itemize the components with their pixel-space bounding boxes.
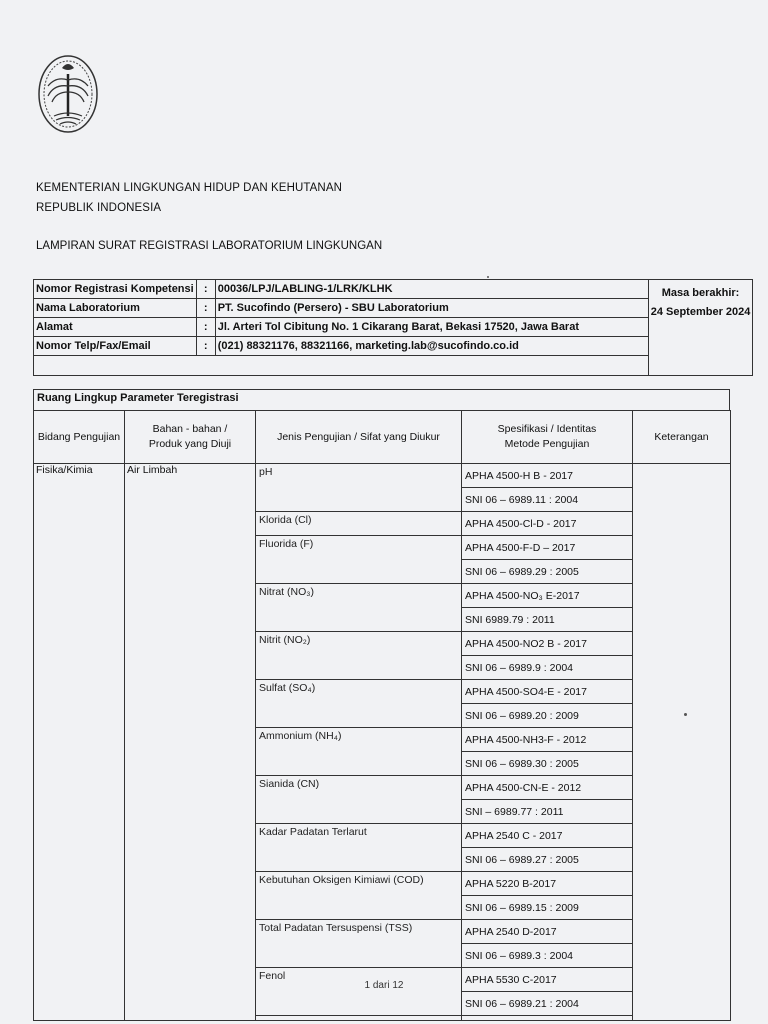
info-value: (021) 88321176, 88321166, marketing.lab@sucofindo.co.id	[215, 337, 648, 356]
jenis-cell: Total Padatan Tersuspensi (TSS)	[256, 920, 462, 968]
ministry-emblem-icon	[36, 54, 100, 136]
spec-cell: APHA 2540 C - 2017	[462, 824, 633, 848]
jenis-cell: Ammonium (NH₄)	[256, 728, 462, 776]
spec-cell: SNI 06 – 6989.11 : 2004	[462, 488, 633, 512]
spec-cell: SNI 06 – 6989.3 : 2004	[462, 944, 633, 968]
spec-cell: APHA 5220 B-2017	[462, 872, 633, 896]
info-blank-row	[34, 356, 753, 376]
info-row	[34, 280, 753, 299]
spec-cell: SNI – 6989.77 : 2011	[462, 800, 633, 824]
info-label: Nama Laboratorium	[34, 299, 197, 318]
spec-cell: SNI 6989.79 : 2011	[462, 608, 633, 632]
spec-cell: APHA 4500-NO₃ E-2017	[462, 584, 633, 608]
spec-cell: SNI 06 – 6989.27 : 2005	[462, 848, 633, 872]
expiry-label: Masa berakhir:	[661, 287, 740, 299]
spec-cell: APHA 5530 C-2017	[462, 968, 633, 992]
jenis-cell: Klorida (Cl)	[256, 512, 462, 536]
jenis-cell: Fluorida (F)	[256, 536, 462, 584]
spec-cell: SNI 06 – 6989.9 : 2004	[462, 656, 633, 680]
header-keterangan: Keterangan	[633, 411, 731, 464]
info-colon: :	[196, 280, 215, 299]
registration-info-table	[33, 279, 753, 376]
info-label: Nomor Registrasi Kompetensi	[34, 280, 197, 299]
info-colon: :	[196, 299, 215, 318]
scan-speck	[684, 713, 687, 716]
info-colon: :	[196, 337, 215, 356]
info-value: 00036/LPJ/LABLING-1/LRK/KLHK	[215, 280, 648, 299]
info-row	[34, 299, 753, 318]
expiry-cell	[648, 280, 753, 376]
parameter-table	[33, 410, 731, 1021]
info-blank-cell	[34, 356, 649, 376]
jenis-cell: Sulfat (SO₄)	[256, 680, 462, 728]
jenis-cell: Kebutuhan Oksigen Kimiawi (COD)	[256, 872, 462, 920]
jenis-cell: Nitrat (NO₃)	[256, 584, 462, 632]
document-title: LAMPIRAN SURAT REGISTRASI LABORATORIUM LINGKUNGAN	[36, 240, 383, 252]
ministry-header	[36, 178, 342, 218]
bidang-cell: Fisika/Kimia	[34, 464, 125, 1021]
info-row	[34, 337, 753, 356]
jenis-cell: Fenol	[256, 968, 462, 1016]
info-row	[34, 318, 753, 337]
spec-cell: SNI 06 – 6989.30 : 2005	[462, 752, 633, 776]
spec-cell: APHA 4500-NH3-F - 2012	[462, 728, 633, 752]
spec-cell: SNI 06 – 6989.29 : 2005	[462, 560, 633, 584]
scan-speck	[487, 276, 489, 278]
info-label: Nomor Telp/Fax/Email	[34, 337, 197, 356]
spec-cell: APHA 4500-NO2 B - 2017	[462, 632, 633, 656]
spec-cell: SNI 06 – 6989.20 : 2009	[462, 704, 633, 728]
spec-cell: APHA 4500-CN-E - 2012	[462, 776, 633, 800]
header-bidang: Bidang Pengujian	[34, 411, 125, 464]
table-end-cell	[462, 1016, 633, 1021]
spec-cell: APHA 2540 D-2017	[462, 920, 633, 944]
info-label: Alamat	[34, 318, 197, 337]
page-number: 1 dari 12	[364, 980, 404, 991]
country-name: REPUBLIK INDONESIA	[36, 202, 162, 214]
header-spesifikasi: Spesifikasi / Identitas Metode Pengujian	[462, 411, 633, 464]
header-jenis: Jenis Pengujian / Sifat yang Diukur	[256, 411, 462, 464]
table-end-cell	[256, 1016, 462, 1021]
info-value: PT. Sucofindo (Persero) - SBU Laboratorium	[215, 299, 648, 318]
spec-cell: SNI 06 – 6989.21 : 2004	[462, 992, 633, 1016]
expiry-date: 24 September 2024	[650, 306, 751, 318]
spec-cell: SNI 06 – 6989.15 : 2009	[462, 896, 633, 920]
scope-title: Ruang Lingkup Parameter Teregistrasi	[33, 389, 730, 411]
bahan-cell: Air Limbah	[125, 464, 256, 1021]
spec-cell: APHA 4500-SO4-E - 2017	[462, 680, 633, 704]
jenis-cell: Sianida (CN)	[256, 776, 462, 824]
spec-cell: APHA 4500-H B - 2017	[462, 464, 633, 488]
jenis-cell: Kadar Padatan Terlarut	[256, 824, 462, 872]
info-value: Jl. Arteri Tol Cibitung No. 1 Cikarang Barat, Bekasi 17520, Jawa Barat	[215, 318, 648, 337]
header-bahan: Bahan - bahan / Produk yang Diuji	[125, 411, 256, 464]
spec-cell: APHA 4500-F-D – 2017	[462, 536, 633, 560]
ministry-name: KEMENTERIAN LINGKUNGAN HIDUP DAN KEHUTANAN	[36, 182, 343, 194]
table-row	[34, 464, 731, 488]
jenis-cell: pH	[256, 464, 462, 512]
jenis-cell: Nitrit (NO₂)	[256, 632, 462, 680]
keterangan-cell	[633, 464, 731, 1021]
spec-cell: APHA 4500-Cl-D - 2017	[462, 512, 633, 536]
info-colon: :	[196, 318, 215, 337]
